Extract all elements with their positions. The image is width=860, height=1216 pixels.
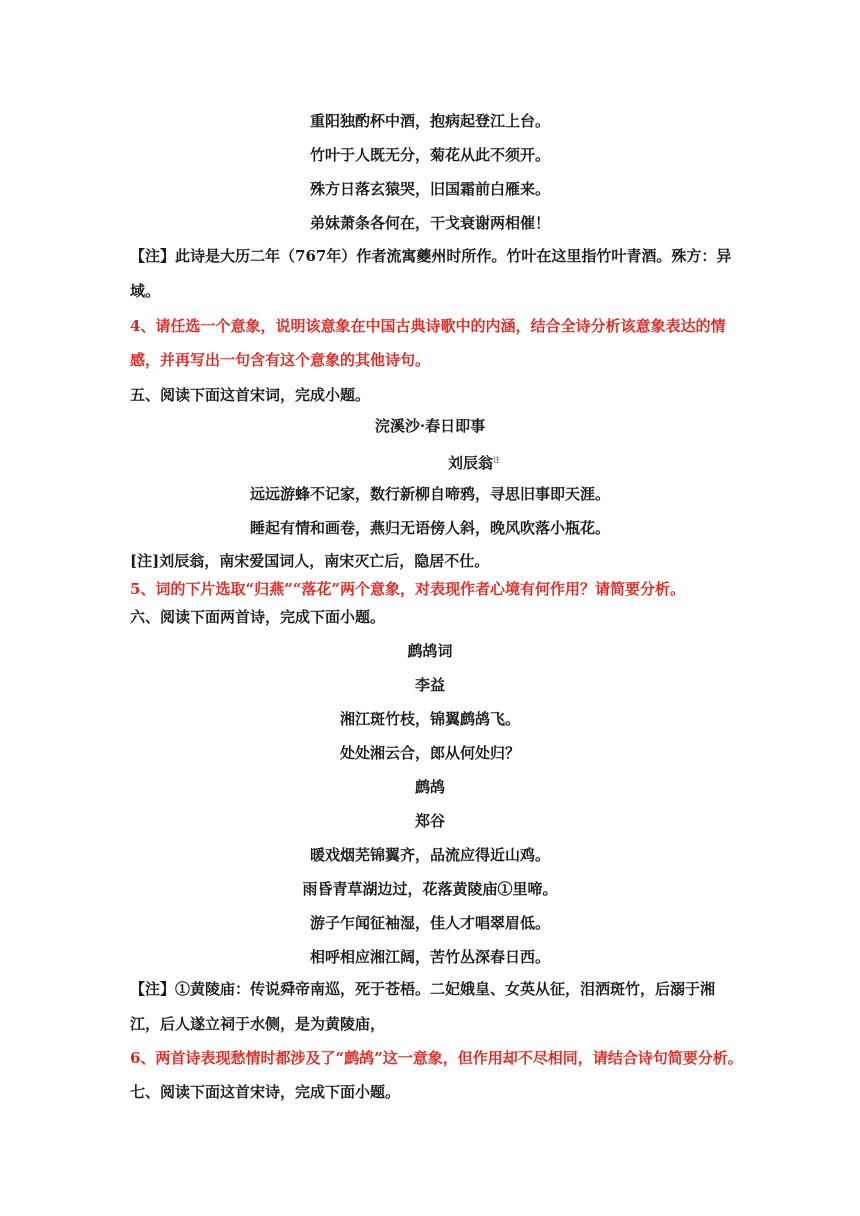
- poem1-note-line-2: 域。: [130, 282, 161, 300]
- question-5: 5、词的下片选取“归燕”“落花”两个意象，对表现作者心境有何作用？请简要分析。: [130, 580, 685, 598]
- section6-note-line-1: 【注】①黄陵庙：传说舜帝南巡，死于苍梧。二妃娥皇、女英从征，泪洒斑竹，后溺于湘: [130, 980, 716, 998]
- section5-poem-line-1: 远远游蜂不记家，数行新柳自啼鸦，寻思旧事即天涯。: [249, 485, 610, 503]
- author-note-mark: 注: [493, 456, 501, 464]
- question-4-line-2: 感，并再写出一句含有这个意象的其他诗句。: [130, 351, 431, 369]
- section5-heading: 五、阅读下面这首宋词，完成小题。: [130, 386, 371, 404]
- section6-heading: 六、阅读下面两首诗，完成下面小题。: [130, 608, 386, 626]
- question-4-line-1: 4、请任选一个意象，说明该意象在中国古典诗歌中的内涵，结合全诗分析该意象表达的情: [130, 317, 726, 335]
- section5-poem-line-2: 睡起有情和画卷，燕归无语傍人斜，晚风吹落小瓶花。: [249, 519, 610, 537]
- poem1-line-2: 竹叶于人既无分，菊花从此不须开。: [309, 146, 550, 164]
- section5-note: [注]刘辰翁，南宋爱国词人，南宋灭亡后，隐居不仕。: [130, 552, 490, 570]
- poem-b-line-1: 暖戏烟芜锦翼齐，品流应得近山鸡。: [309, 846, 550, 864]
- poem-a-author: 李益: [414, 676, 445, 694]
- poem-b-title: 鹧鸪: [414, 778, 445, 796]
- poem-b-line-4: 相呼相应湘江阔，苦竹丛深春日西。: [309, 948, 550, 966]
- poem1-note-line-1: 【注】此诗是大历二年（767年）作者流寓夔州时所作。竹叶在这里指竹叶青酒。殊方：异: [130, 247, 732, 265]
- poem1-line-1: 重阳独酌杯中酒，抱病起登江上台。: [309, 112, 550, 130]
- poem-a-title: 鹧鸪词: [407, 642, 453, 660]
- poem-b-line-2: 雨昏青草湖边过，花落黄陵庙①里啼。: [302, 880, 558, 898]
- question-6: 6、两首诗表现愁情时都涉及了“鹧鸪”这一意象，但作用却不尽相同，请结合诗句简要分析。: [130, 1049, 743, 1067]
- poem-a-line-1: 湘江斑竹枝，锦翼鹧鸪飞。: [339, 710, 520, 728]
- section7-heading: 七、阅读下面这首宋诗，完成下面小题。: [130, 1083, 401, 1101]
- poem1-line-3: 殊方日落玄猿哭，旧国霜前白雁来。: [309, 180, 550, 198]
- section5-poem-author: 刘辰翁$^注$: [448, 454, 501, 472]
- poem1-line-4: 弟妹萧条各何在，干戈衰谢两相催！: [309, 214, 550, 232]
- poem-a-line-2: 处处湘云合，郎从何处归？: [339, 744, 520, 762]
- section6-note-line-2: 江，后人遂立祠于水侧，是为黄陵庙，: [130, 1015, 386, 1033]
- poem-b-line-3: 游子乍闻征袖湿，佳人才唱翠眉低。: [309, 914, 550, 932]
- poem-b-author: 郑谷: [414, 812, 445, 830]
- section5-poem-title: 浣溪沙·春日即事: [374, 417, 486, 435]
